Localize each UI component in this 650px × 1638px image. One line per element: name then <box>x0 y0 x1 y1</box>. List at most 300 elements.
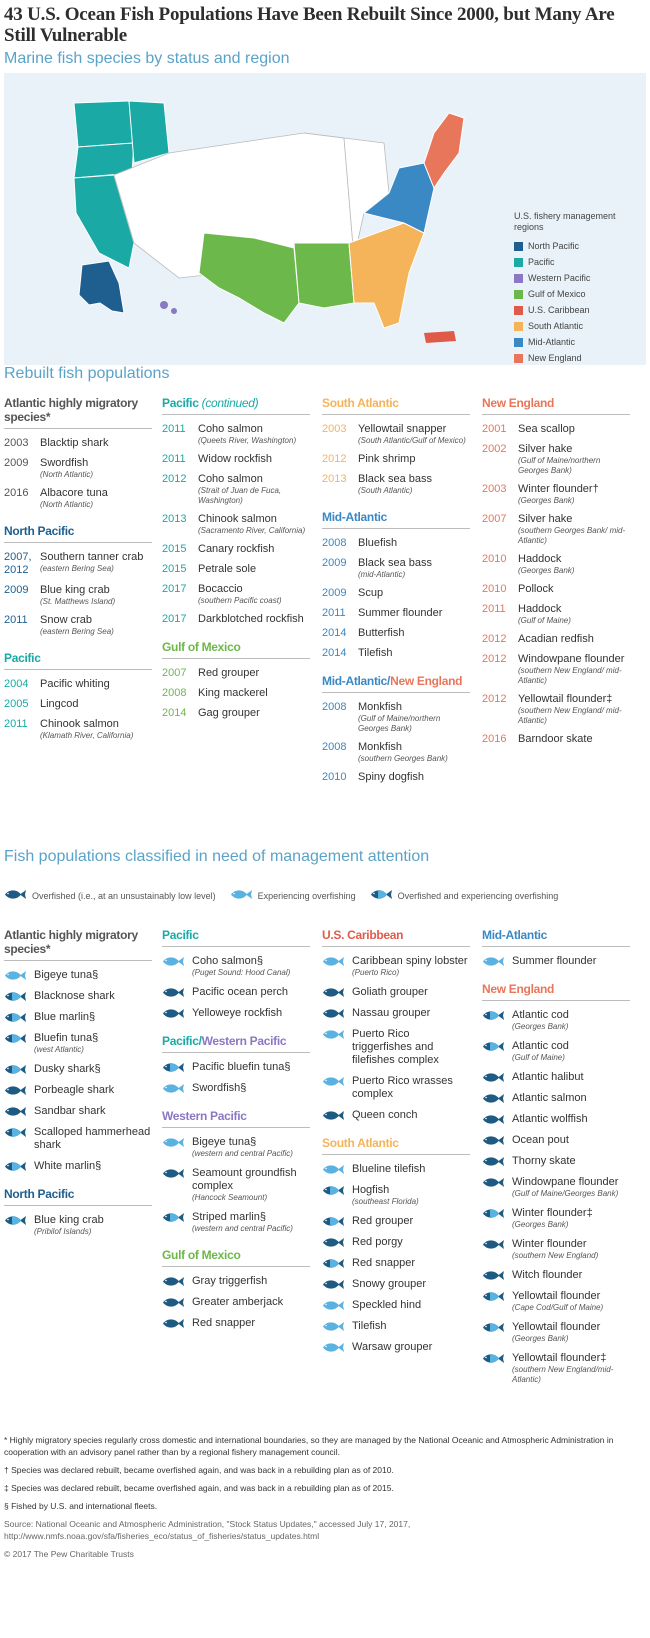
species-name: Lingcod <box>40 698 79 710</box>
species-name: Scalloped hammerhead shark <box>34 1126 151 1151</box>
group-header <box>322 396 470 415</box>
species-name: Red grouper <box>352 1215 414 1227</box>
rebuilt-year: 2007, 2012 <box>4 551 32 576</box>
attention-row <box>482 955 630 968</box>
species-note: (Gulf of Maine/Georges Bank) <box>512 1189 619 1198</box>
rebuilt-species <box>518 693 630 726</box>
rebuilt-species <box>198 667 259 680</box>
attention-species <box>352 955 468 978</box>
group-header <box>4 524 152 543</box>
group-header <box>162 640 310 659</box>
species-name: Queen conch <box>352 1109 418 1121</box>
rebuilt-year: 2001 <box>482 423 507 435</box>
attention-species <box>352 986 428 999</box>
attention-species <box>352 1028 470 1067</box>
species-name: Gray triggerfish <box>192 1275 268 1287</box>
fish-dark-icon <box>322 1237 344 1248</box>
rebuilt-row <box>482 733 630 746</box>
rebuilt-species <box>518 443 630 476</box>
species-name: Blueline tilefish <box>352 1163 426 1175</box>
map-region-western-pacific-hi2 <box>171 308 177 314</box>
species-note: (Cape Cod/Gulf of Maine) <box>512 1303 604 1312</box>
species-note: (southern New England/ mid-Atlantic) <box>518 666 622 685</box>
rebuilt-row <box>4 718 152 741</box>
species-name: Bluefish <box>358 537 398 549</box>
rebuilt-year: 2002 <box>482 443 507 455</box>
fish-dark-icon <box>4 1085 26 1096</box>
rebuilt-species <box>518 423 575 436</box>
species-name: Southern tanner crab <box>40 551 144 563</box>
legend-label: Western Pacific <box>528 273 591 283</box>
rebuilt-year: 2011 <box>4 614 28 626</box>
attention-row <box>322 1299 470 1312</box>
attention-species <box>512 1269 582 1282</box>
attention-species <box>34 1063 101 1076</box>
fish-dark-icon <box>482 1239 504 1250</box>
legend-item <box>514 286 634 302</box>
legend-item <box>514 302 634 318</box>
attention-row <box>162 1082 310 1095</box>
species-name: Snow crab <box>40 614 92 626</box>
attention-species <box>352 1236 403 1249</box>
attention-row <box>482 1269 630 1282</box>
group-header <box>4 1187 152 1206</box>
attention-species <box>512 1071 584 1084</box>
fish-dark-icon <box>162 1297 184 1308</box>
fish-light-icon <box>322 1300 344 1311</box>
rebuilt-year: 2011 <box>482 603 506 615</box>
legend-item <box>514 334 634 350</box>
attention-species <box>512 1113 588 1126</box>
species-name: Bocaccio <box>198 583 243 595</box>
attention-row <box>322 1236 470 1249</box>
source-note: Source: National Oceanic and Atmospheric Administration, "Stock Status Updates," accessed July 17, 2017, http://www.nmfs.noaa.gov/sfa/fisheries_eco/status_of_fisheries/status_updates.html <box>4 1519 411 1541</box>
fish-dark-icon <box>162 1008 184 1019</box>
legend-swatch <box>514 338 523 347</box>
map-region-gulf-tx <box>199 233 299 323</box>
attention-row <box>482 1092 630 1105</box>
rebuilt-year: 2010 <box>322 771 347 783</box>
rebuilt-row <box>322 741 470 764</box>
attention-column <box>4 928 152 1245</box>
rebuilt-species <box>518 633 594 646</box>
rebuilt-species <box>198 707 260 720</box>
rebuilt-year: 2011 <box>162 423 186 435</box>
attention-row <box>482 1207 630 1230</box>
attention-row <box>322 1257 470 1270</box>
group-header-part: Mid-Atlantic/ <box>322 674 391 688</box>
fish-both-icon <box>4 1127 26 1138</box>
species-name: Red snapper <box>192 1317 255 1329</box>
species-name: Winter flounder‡ <box>512 1207 593 1219</box>
footnote-section: § Fished by U.S. and international fleets. <box>4 1501 158 1511</box>
fish-both-icon <box>162 1062 184 1073</box>
fish-dark-icon <box>4 1106 26 1117</box>
species-name: Windowpane flounder <box>512 1176 619 1188</box>
group-header-text: South Atlantic <box>322 396 399 410</box>
group-header <box>162 396 310 415</box>
fish-both-icon <box>4 1161 26 1172</box>
attention-row <box>162 1275 310 1288</box>
rebuilt-species <box>40 584 115 607</box>
fish-dark-icon <box>162 1276 184 1287</box>
rebuilt-row <box>162 563 310 576</box>
species-name: White marlin§ <box>34 1160 102 1172</box>
rebuilt-row <box>322 647 470 660</box>
attention-group <box>482 928 630 968</box>
species-note: (Gulf of Maine/northern Georges Bank) <box>518 456 601 475</box>
rebuilt-group <box>322 396 470 496</box>
species-name: Darkblotched rockfish <box>198 613 304 625</box>
group-header-text: South Atlantic <box>322 1136 399 1150</box>
fish-dark-icon <box>322 987 344 998</box>
fish-dark-icon <box>482 1270 504 1281</box>
legend-label: Pacific <box>528 257 555 267</box>
attention-row <box>482 1352 630 1385</box>
fish-light-icon <box>322 1164 344 1175</box>
species-name: Coho salmon <box>198 473 263 485</box>
group-header-text: New England <box>482 982 555 996</box>
rebuilt-row <box>162 513 310 536</box>
attention-species <box>34 969 98 982</box>
fish-light-icon <box>322 1029 344 1040</box>
legend-swatch <box>514 290 523 299</box>
species-name: Atlantic wolffish <box>512 1113 588 1125</box>
species-note: (South Atlantic/Gulf of Mexico) <box>358 436 466 445</box>
attention-species <box>512 1238 598 1261</box>
species-note: (North Atlantic) <box>40 470 94 479</box>
group-header-text: Pacific <box>162 396 199 410</box>
rebuilt-year: 2013 <box>322 473 347 485</box>
rebuilt-species <box>518 553 574 576</box>
species-name: Haddock <box>518 553 562 565</box>
group-header <box>162 1248 310 1267</box>
attention-species <box>192 1275 267 1288</box>
legend-item <box>514 270 634 286</box>
species-note: (Puget Sound: Hood Canal) <box>192 968 291 977</box>
species-name: Thorny skate <box>512 1155 576 1167</box>
fish-light-icon <box>322 956 344 967</box>
species-name: Speckled hind <box>352 1299 422 1311</box>
rebuilt-row <box>482 653 630 686</box>
group-header-text: Gulf of Mexico <box>162 1248 241 1262</box>
legend-label: South Atlantic <box>528 321 584 331</box>
attention-row <box>322 955 470 978</box>
legend-swatch <box>514 274 523 283</box>
attention-row <box>482 1321 630 1344</box>
rebuilt-column <box>482 396 630 753</box>
rebuilt-species <box>198 687 268 700</box>
rebuilt-row <box>162 707 310 720</box>
rebuilt-species <box>40 718 133 741</box>
attention-species <box>34 990 115 1003</box>
species-name: Pink shrimp <box>358 453 416 465</box>
fish-dark-icon <box>322 1008 344 1019</box>
fish-both-icon <box>370 889 398 902</box>
rebuilt-species <box>358 741 448 764</box>
rebuilt-year: 2016 <box>482 733 507 745</box>
species-name: Blue king crab <box>34 1214 104 1226</box>
species-name: Monkfish <box>358 701 403 713</box>
rebuilt-species <box>518 733 593 746</box>
species-note: (southern New England/ mid-Atlantic) <box>518 706 622 725</box>
map-region-north-pacific-ak <box>79 261 124 313</box>
rebuilt-row <box>482 443 630 476</box>
species-note: (southeast Florida) <box>352 1197 419 1206</box>
group-header-part: Pacific/ <box>162 1034 202 1048</box>
rebuilt-group <box>162 640 310 720</box>
group-header <box>162 1109 310 1128</box>
rebuilt-species <box>518 483 599 506</box>
species-name: Atlantic halibut <box>512 1071 584 1083</box>
rebuilt-year: 2008 <box>322 701 347 713</box>
species-name: Haddock <box>518 603 562 615</box>
species-name: Scup <box>358 587 384 599</box>
fish-dark-icon <box>162 1168 184 1179</box>
attention-row <box>162 1296 310 1309</box>
rebuilt-species <box>198 543 274 556</box>
rebuilt-row <box>162 423 310 446</box>
species-name: Yellowtail flounder‡ <box>518 693 613 705</box>
species-name: King mackerel <box>198 687 268 699</box>
attention-species <box>512 955 596 968</box>
attention-row <box>482 1155 630 1168</box>
attention-species <box>192 1061 290 1074</box>
fish-light-icon <box>322 1342 344 1353</box>
rebuilt-row <box>482 583 630 596</box>
attention-row <box>482 1113 630 1126</box>
rebuilt-row <box>482 603 630 626</box>
species-name: Gag grouper <box>198 707 260 719</box>
legend-swatch <box>514 306 523 315</box>
attention-species <box>352 1109 417 1122</box>
species-name: Blue king crab <box>40 584 110 596</box>
attention-column <box>482 928 630 1393</box>
group-header-text: Western Pacific <box>162 1109 247 1123</box>
rebuilt-species <box>198 453 272 466</box>
rebuilt-species <box>40 437 108 450</box>
rebuilt-year: 2012 <box>482 653 507 665</box>
fish-both-icon <box>482 1041 504 1052</box>
species-name: Warsaw grouper <box>352 1341 433 1353</box>
rebuilt-year: 2008 <box>322 741 347 753</box>
species-name: Puerto Rico triggerfishes and filefishes complex <box>352 1028 439 1066</box>
rebuilt-year: 2007 <box>162 667 187 679</box>
legend-label: Gulf of Mexico <box>528 289 586 299</box>
fish-dark-icon <box>482 1177 504 1188</box>
status-key-item <box>370 889 559 902</box>
species-note: (Strait of Juan de Fuca, Washington) <box>198 486 282 505</box>
fish-both-icon <box>4 1033 26 1044</box>
species-name: Yellowtail flounder <box>512 1321 601 1333</box>
fish-both-icon <box>162 1212 184 1223</box>
attention-species <box>192 1296 283 1309</box>
fish-dark-icon <box>482 1114 504 1125</box>
rebuilt-species <box>358 587 383 600</box>
species-note: (Queets River, Washington) <box>198 436 297 445</box>
rebuilt-year: 2014 <box>162 707 187 719</box>
species-name: Pollock <box>518 583 554 595</box>
species-name: Canary rockfish <box>198 543 275 555</box>
attention-row <box>4 1126 152 1152</box>
group-header-part: New England <box>390 674 463 688</box>
species-name: Yellowtail flounder <box>512 1290 601 1302</box>
attention-group <box>162 1109 310 1234</box>
rebuilt-species <box>518 583 553 596</box>
attention-species <box>34 1011 95 1024</box>
attention-row <box>322 1028 470 1067</box>
species-name: Blue marlin§ <box>34 1011 96 1023</box>
footnotes <box>4 1434 624 1566</box>
map-region-south-atlantic <box>349 223 424 328</box>
species-name: Witch flounder <box>512 1269 583 1281</box>
rebuilt-species <box>40 614 114 637</box>
rebuilt-row <box>322 607 470 620</box>
legend-label: New England <box>528 353 582 363</box>
species-name: Black sea bass <box>358 557 432 569</box>
attention-species <box>352 1278 426 1291</box>
species-note: (southern New England) <box>512 1251 599 1260</box>
legend-label: North Pacific <box>528 241 580 251</box>
attention-species <box>192 1136 293 1159</box>
species-name: Atlantic cod <box>512 1040 569 1052</box>
species-note: (Georges Bank) <box>518 566 575 575</box>
attention-row <box>4 1063 152 1076</box>
group-header-text: New England <box>482 396 555 410</box>
species-note: (southern Georges Bank) <box>358 754 448 763</box>
species-note: (southern New England/mid-Atlantic) <box>512 1365 614 1384</box>
fish-dark-icon <box>482 1072 504 1083</box>
rebuilt-year: 2014 <box>322 647 347 659</box>
species-note: (western and central Pacific) <box>192 1149 293 1158</box>
group-header <box>162 928 310 947</box>
attention-column <box>322 928 470 1362</box>
group-header <box>4 651 152 670</box>
rebuilt-species <box>358 453 415 466</box>
species-name: Bigeye tuna§ <box>192 1136 257 1148</box>
fish-light-icon <box>322 1076 344 1087</box>
fish-status-key <box>4 889 572 902</box>
status-key-label: Overfished and experiencing overfishing <box>397 890 559 901</box>
rebuilt-year: 2011 <box>4 718 28 730</box>
map-legend-title: U.S. fishery management regions <box>514 211 616 232</box>
rebuilt-species <box>358 557 432 580</box>
species-name: Seamount groundfish complex <box>192 1167 297 1192</box>
page-subtitle: Marine fish species by status and region <box>4 50 290 67</box>
footnote-ddagger: ‡ Species was declared rebuilt, became overfished again, and was back in a rebuilding plan as of 2015. <box>4 1483 394 1493</box>
species-name: Red grouper <box>198 667 260 679</box>
legend-item <box>514 350 634 366</box>
species-name: Blacknose shark <box>34 990 115 1002</box>
rebuilt-year: 2005 <box>4 698 29 710</box>
attention-species <box>352 1299 421 1312</box>
fish-light-icon <box>162 1137 184 1148</box>
fish-both-icon <box>482 1322 504 1333</box>
fish-both-icon <box>482 1010 504 1021</box>
rebuilt-column <box>4 396 152 748</box>
attention-row <box>162 955 310 978</box>
attention-row <box>4 1105 152 1118</box>
rebuilt-row <box>322 627 470 640</box>
rebuilt-year: 2012 <box>162 473 187 485</box>
legend-label: U.S. Caribbean <box>528 305 590 315</box>
us-region-map <box>4 73 646 365</box>
group-header-text: Atlantic highly migratory species* <box>4 928 138 956</box>
attention-row <box>322 1109 470 1122</box>
rebuilt-year: 2007 <box>482 513 507 525</box>
legend-swatch <box>514 242 523 251</box>
species-name: Red porgy <box>352 1236 403 1248</box>
group-header-text: U.S. Caribbean <box>322 928 404 942</box>
fish-both-icon <box>322 1185 344 1196</box>
legend-item <box>514 254 634 270</box>
species-name: Swordfish <box>40 457 89 469</box>
rebuilt-row <box>162 453 310 466</box>
rebuilt-year: 2014 <box>322 627 347 639</box>
group-header <box>322 928 470 947</box>
rebuilt-year: 2012 <box>322 453 347 465</box>
map-legend <box>514 211 634 366</box>
rebuilt-group <box>162 396 310 626</box>
rebuilt-row <box>482 553 630 576</box>
species-name: Albacore tuna <box>40 487 108 499</box>
attention-species <box>512 1352 630 1385</box>
species-note: (Georges Bank) <box>512 1220 569 1229</box>
attention-species <box>512 1040 569 1063</box>
attention-row <box>322 986 470 999</box>
rebuilt-row <box>322 537 470 550</box>
attention-row <box>322 1215 470 1228</box>
species-name: Striped marlin§ <box>192 1211 266 1223</box>
species-name: Winter flounder <box>512 1238 587 1250</box>
fish-dark-icon <box>162 1318 184 1329</box>
species-name: Black sea bass <box>358 473 432 485</box>
species-name: Atlantic salmon <box>512 1092 587 1104</box>
rebuilt-species <box>40 551 143 577</box>
species-name: Chinook salmon <box>40 718 119 730</box>
species-note: (western and central Pacific) <box>192 1224 293 1233</box>
rebuilt-year: 2009 <box>4 584 29 596</box>
species-note: (Klamath River, California) <box>40 731 134 740</box>
rebuilt-species <box>358 627 404 640</box>
attention-species <box>352 1320 386 1333</box>
attention-species <box>192 1082 246 1095</box>
attention-species <box>512 1009 569 1032</box>
rebuilt-year: 2015 <box>162 543 187 555</box>
species-note: (Sacramento River, California) <box>198 526 306 535</box>
map-region-caribbean-pr <box>424 331 456 343</box>
fish-both-icon <box>322 1258 344 1269</box>
attention-species <box>512 1207 593 1230</box>
fish-dark-icon <box>322 1279 344 1290</box>
species-name: Ocean pout <box>512 1134 569 1146</box>
rebuilt-year: 2011 <box>322 607 346 619</box>
species-name: Porbeagle shark <box>34 1084 115 1096</box>
rebuilt-row <box>162 583 310 606</box>
rebuilt-row <box>322 587 470 600</box>
species-name: Dusky shark§ <box>34 1063 101 1075</box>
map-region-gulf-east <box>294 243 354 308</box>
rebuilt-species <box>40 698 79 711</box>
rebuilt-species <box>358 647 392 660</box>
group-header-text: Pacific <box>4 651 41 665</box>
rebuilt-species <box>40 487 108 510</box>
rebuilt-year: 2008 <box>162 687 187 699</box>
attention-group <box>162 1248 310 1330</box>
species-name: Butterfish <box>358 627 405 639</box>
species-note: (Hancock Seamount) <box>192 1193 268 1202</box>
attention-row <box>162 1167 310 1203</box>
